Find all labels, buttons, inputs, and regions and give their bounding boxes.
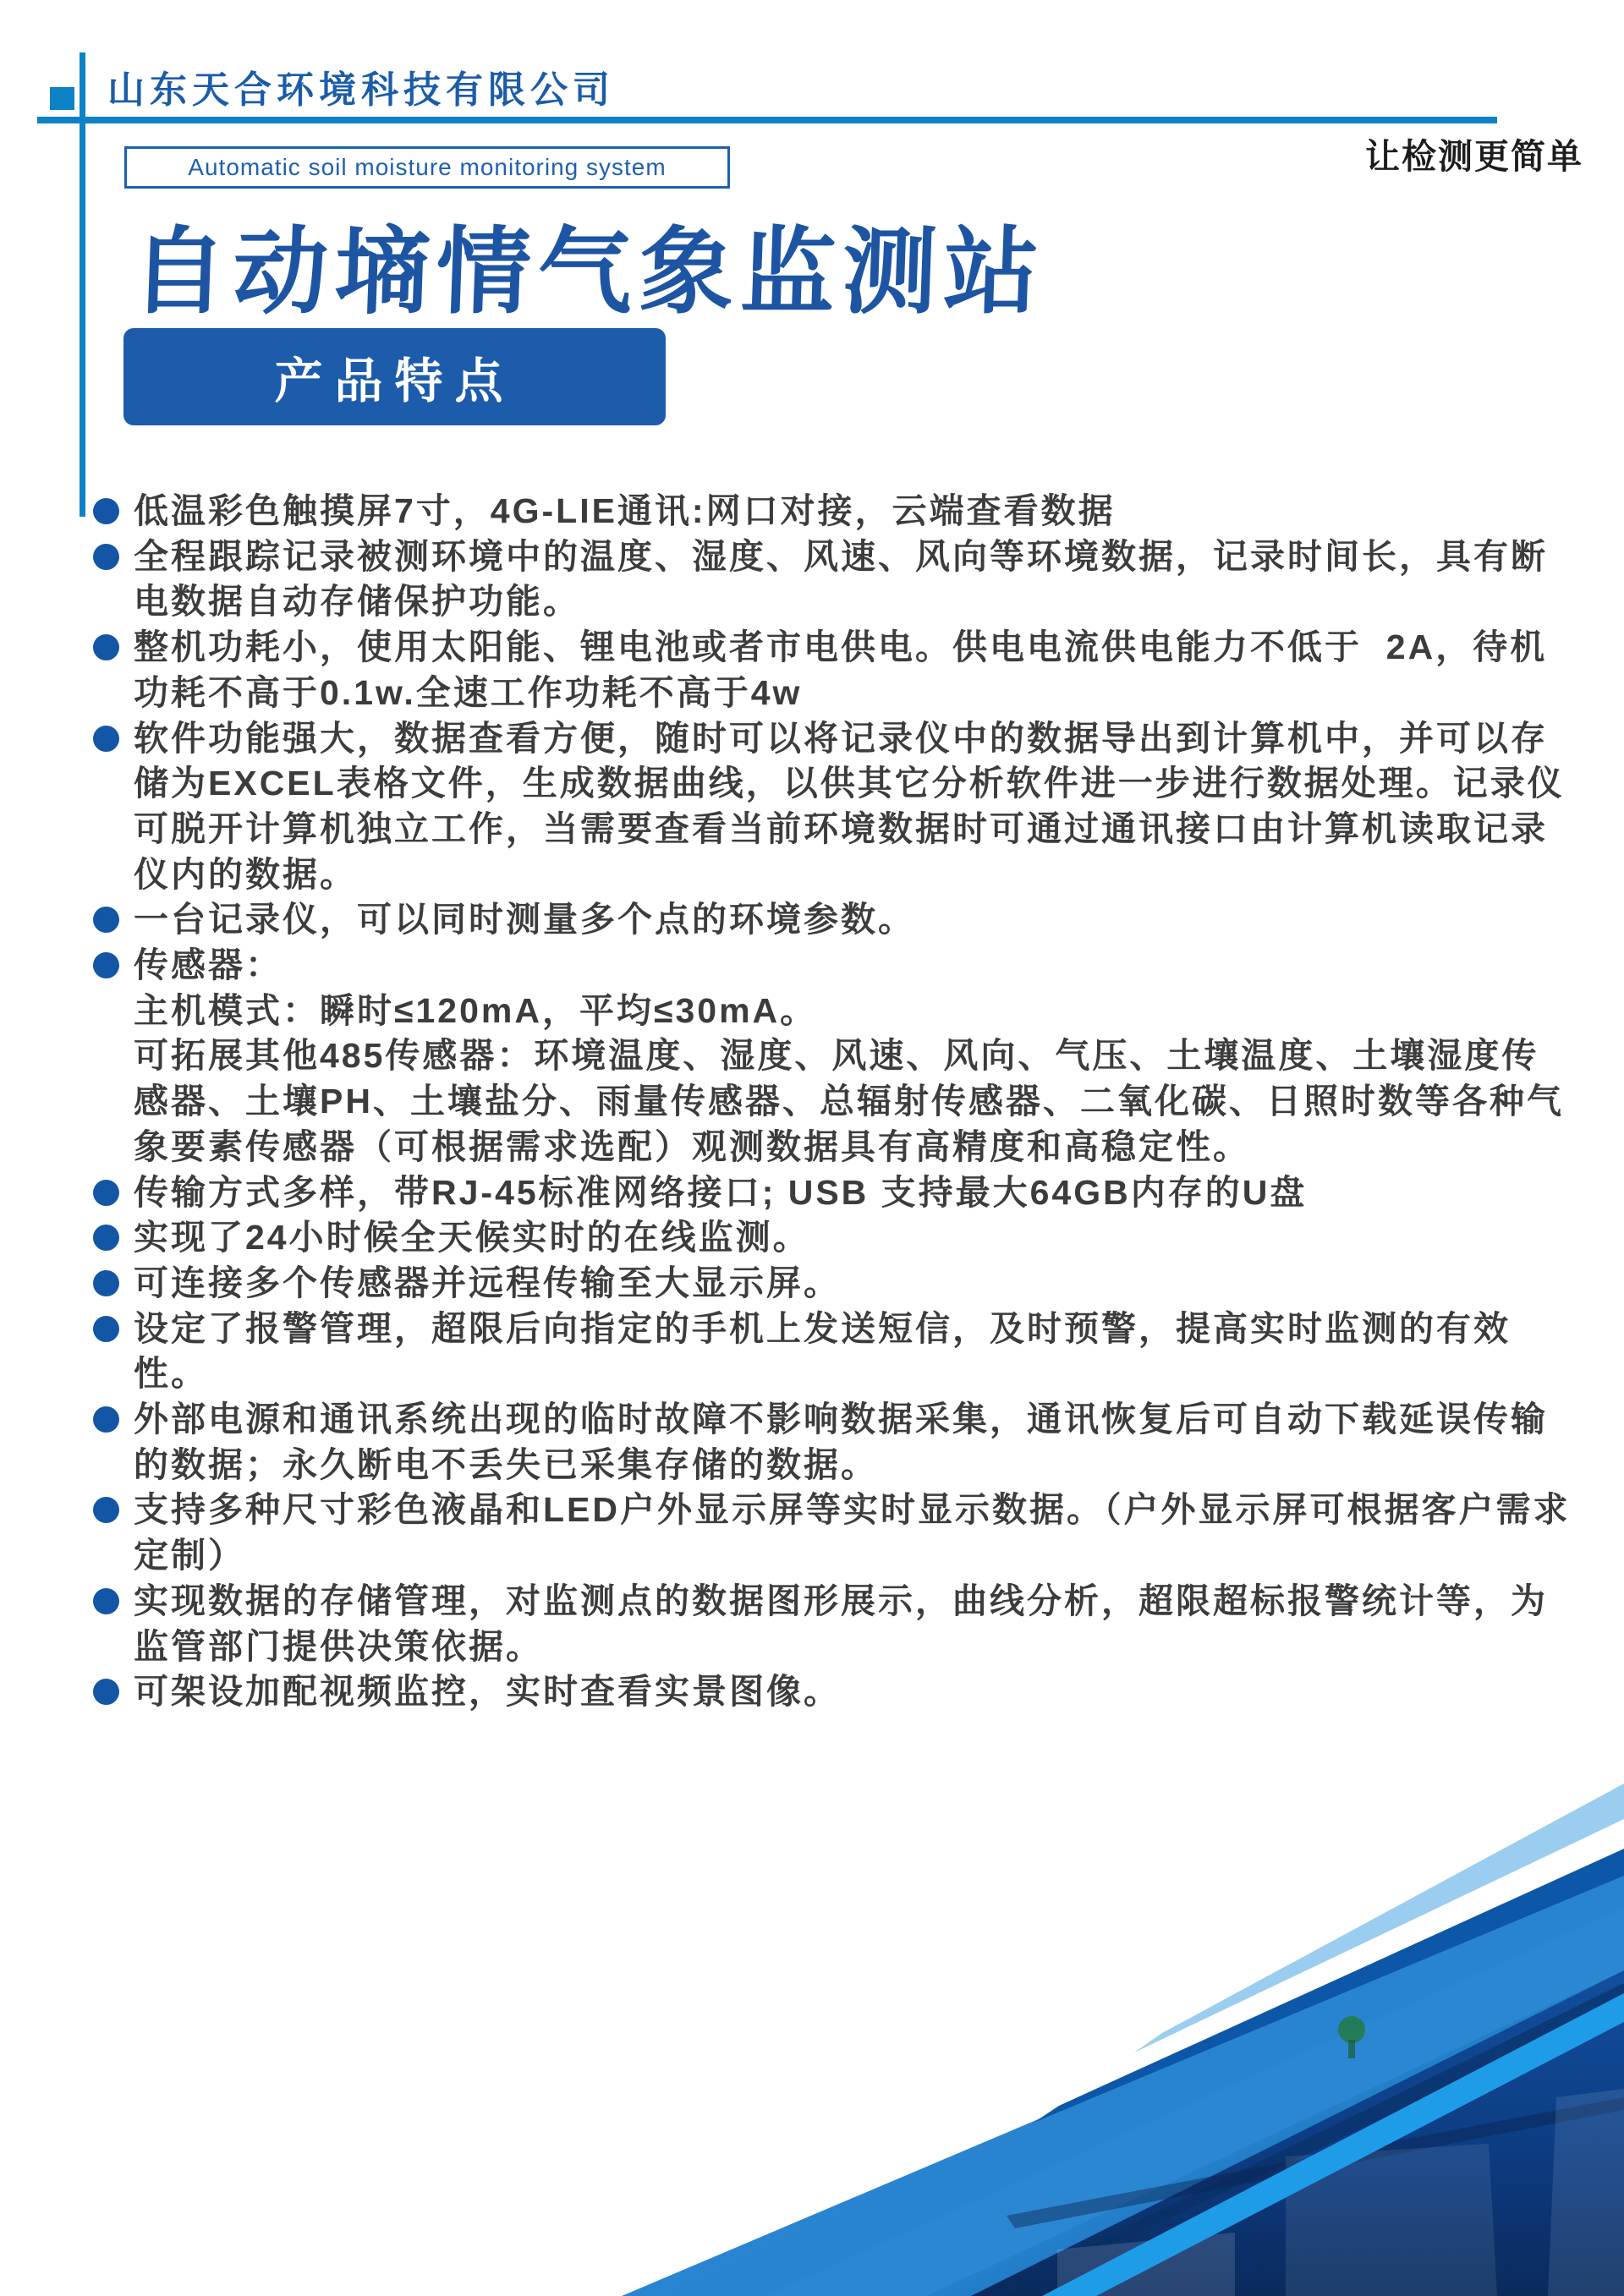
deco-plant-hint xyxy=(1338,2016,1365,2043)
feature-text: 传感器： xyxy=(134,945,283,985)
bullet-icon xyxy=(93,907,119,933)
page-title: 自动墒情气象监测站 xyxy=(129,219,1047,325)
bullet-icon xyxy=(93,1225,119,1251)
english-subtitle: Automatic soil moisture monitoring system xyxy=(188,154,667,180)
bullet-icon xyxy=(93,1270,119,1296)
feature-item xyxy=(134,1397,1572,1488)
english-subtitle-box xyxy=(124,146,730,189)
feature-item xyxy=(134,1215,1572,1261)
slogan-text: 让检测更简单 xyxy=(1365,137,1583,176)
product-features-badge xyxy=(123,328,666,425)
feature-item xyxy=(134,534,1572,625)
feature-item xyxy=(134,1261,1572,1307)
bullet-icon xyxy=(93,544,119,570)
feature-subline xyxy=(134,989,1572,1034)
feature-text: 可架设加配视频监控，实时查看实景图像。 xyxy=(134,1672,841,1712)
bullet-icon xyxy=(93,498,119,524)
company-name: 山东天合环境科技有限公司 xyxy=(107,69,615,111)
feature-text: 全程跟踪记录被测环境中的温度、湿度、风速、风向等环境数据，记录时间长，具有断电数据自动存储保护功能。 xyxy=(134,536,1548,622)
deco-main-band xyxy=(622,1871,1624,2296)
feature-item xyxy=(134,489,1572,534)
bullet-icon xyxy=(93,634,119,660)
feature-text: 外部电源和通讯系统出现的临时故障不影响数据采集，通讯恢复后可自动下载延误传输的数据；永久断电不丢失已采集存储的数据。 xyxy=(134,1400,1548,1484)
feature-item xyxy=(134,625,1572,715)
feature-subline xyxy=(134,1033,1572,1170)
feature-text: 一台记录仪，可以同时测量多个点的环境参数。 xyxy=(134,900,915,940)
bullet-icon xyxy=(93,1406,119,1433)
brand-square-icon xyxy=(50,87,74,110)
deco-light-stripe xyxy=(1134,1784,1624,2052)
feature-item xyxy=(134,943,1572,989)
feature-item xyxy=(134,1488,1572,1578)
feature-text: 主机模式：瞬时≤120mA，平均≤30mA。 xyxy=(134,990,818,1030)
features-list xyxy=(134,489,1572,1715)
feature-item xyxy=(134,897,1572,943)
feature-text: 软件功能强大，数据查看方便，随时可以将记录仪中的数据导出到计算机中，并可以存储为EXCEL表格文件，生成数据曲线，以供其它分析软件进一步进行数据处理。记录仪可脱开计算机独立工作，当需要查看当前环境数据时可通过通讯接口由计算机读取记录仪内的数据。 xyxy=(134,718,1565,894)
feature-item xyxy=(134,1669,1572,1715)
deco-photo-region xyxy=(971,1970,1624,2296)
feature-text: 实现数据的存储管理，对监测点的数据图形展示，曲线分析，超限超标报警统计等，为监管部门提供决策依据。 xyxy=(134,1581,1548,1666)
product-features-badge-label: 产品特点 xyxy=(274,353,515,408)
bullet-icon xyxy=(93,1497,119,1523)
feature-text: 低温彩色触摸屏7寸，4G-LIE通讯:网口对接，云端查看数据 xyxy=(134,491,1116,530)
bullet-icon xyxy=(93,1316,119,1342)
bullet-icon xyxy=(93,1588,119,1614)
feature-item xyxy=(134,1579,1572,1669)
bullet-icon xyxy=(93,1180,119,1206)
feature-item xyxy=(134,1170,1572,1216)
deco-cyan-stripe xyxy=(1042,1993,1624,2296)
feature-text: 实现了24小时候全天候实时的在线监测。 xyxy=(134,1218,810,1258)
bullet-icon xyxy=(93,952,119,978)
bullet-icon xyxy=(93,1679,119,1705)
feature-text: 设定了报警管理，超限后向指定的手机上发送短信，及时预警，提高实时监测的有效性。 xyxy=(134,1308,1511,1394)
feature-text: 整机功耗小，使用太阳能、锂电池或者市电供电。供电电流供电能力不低于 2A，待机功耗不高于0.1w.全速工作功耗不高于4w xyxy=(134,627,1548,712)
deco-dark-strip xyxy=(1034,1849,1624,2123)
feature-item xyxy=(134,716,1572,898)
bullet-icon xyxy=(93,726,119,752)
feature-text: 可连接多个传感器并远程传输至大显示屏。 xyxy=(134,1263,841,1302)
feature-text: 可拓展其他485传感器：环境温度、湿度、风速、风向、气压、土壤温度、土壤湿度传感器、土壤PH、土壤盐分、雨量传感器、总辐射传感器、二氧化碳、日照时数等各种气象要素传感器（可根据需求选配）观测数据具有高精度和高稳定性。 xyxy=(134,1036,1564,1166)
feature-text: 传输方式多样，带RJ-45标准网络接口; USB 支持最大64GB内存的U盘 xyxy=(134,1172,1308,1212)
deco-inner-band xyxy=(765,1908,1624,2296)
horizontal-rule xyxy=(37,117,1497,123)
feature-text: 支持多种尺寸彩色液晶和LED户外显示屏等实时显示数据。（户外显示屏可根据客户需求定制） xyxy=(134,1490,1571,1575)
feature-item xyxy=(134,1307,1572,1397)
